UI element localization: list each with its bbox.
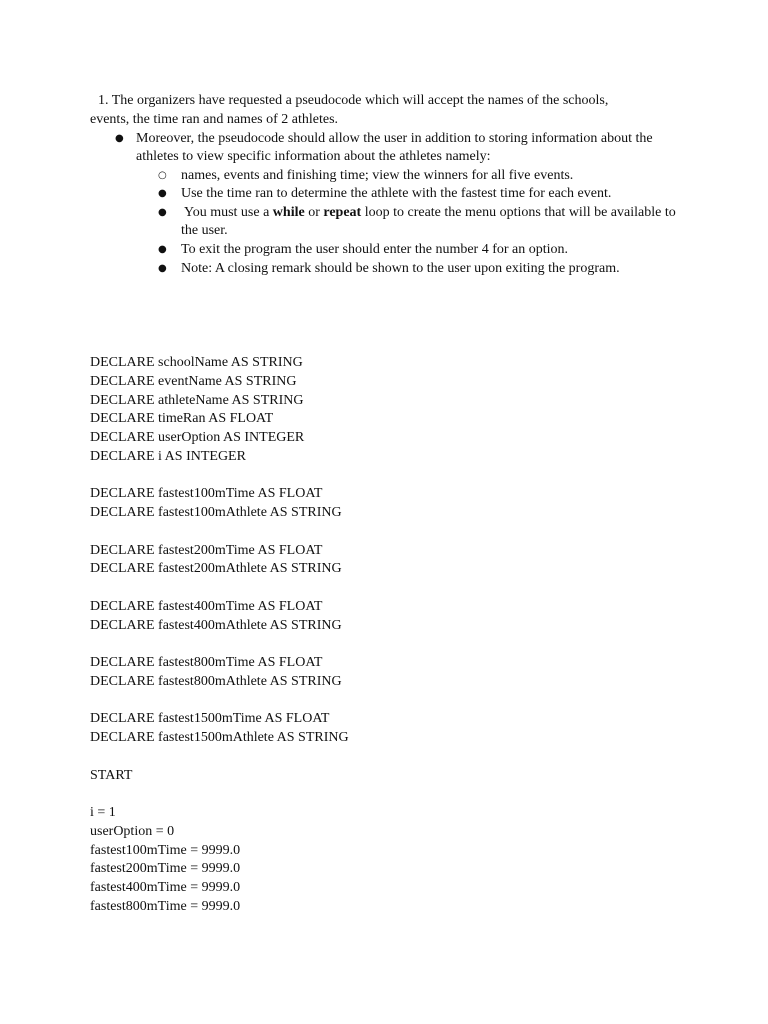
blank-line <box>90 692 349 711</box>
blank-line <box>90 785 349 804</box>
code-line: DECLARE fastest200mAthlete AS STRING <box>90 561 342 577</box>
bullet-main-text: Moreover, the pseudocode should allow the user in addition to storing information about the athletes to view specific information about the athletes namely: <box>136 130 653 165</box>
bullet-dot-icon: ● <box>158 206 167 218</box>
sub-item-3 <box>181 204 691 241</box>
question-line-1 <box>98 92 608 111</box>
keyword-while: while <box>272 204 305 220</box>
code-line: i = 1 <box>90 805 116 820</box>
question-number: 1. <box>98 93 109 108</box>
code-line: START <box>90 767 133 783</box>
code-line: DECLARE schoolName AS STRING <box>90 355 303 370</box>
sub-item-3-pre: You must use a <box>181 204 273 220</box>
code-line: DECLARE eventName AS STRING <box>90 373 297 389</box>
question-text-1: The organizers have requested a pseudocode which will accept the names of the schools, <box>111 93 609 108</box>
sub-item-3-post: loop to create the menu options that will be available to the user. <box>181 204 676 239</box>
question-line-2: events, the time ran and names of 2 athletes. <box>90 111 339 127</box>
code-line: DECLARE timeRan AS FLOAT <box>90 411 274 427</box>
blank-line <box>90 579 349 598</box>
sub-item-4: To exit the program the user should enter the number 4 for an option. <box>181 242 569 258</box>
pseudocode-block <box>90 354 349 917</box>
code-line: fastest400mTime = 9999.0 <box>90 880 241 895</box>
code-line: DECLARE fastest1500mAthlete AS STRING <box>90 730 349 745</box>
bullet-dot-icon: ● <box>115 132 124 144</box>
blank-line <box>90 748 349 767</box>
bullet-dot-icon: ● <box>158 262 167 274</box>
bullet-dot-icon: ● <box>158 188 167 200</box>
code-line: DECLARE fastest1500mTime AS FLOAT <box>90 711 330 727</box>
code-line: DECLARE athleteName AS STRING <box>90 392 304 408</box>
code-line: DECLARE fastest100mAthlete AS STRING <box>90 505 342 520</box>
blank-line <box>90 523 349 542</box>
code-line: fastest200mTime = 9999.0 <box>90 861 241 877</box>
code-line: DECLARE fastest100mTime AS FLOAT <box>90 486 323 502</box>
code-line: DECLARE fastest400mTime AS FLOAT <box>90 598 323 614</box>
code-line: DECLARE fastest200mTime AS FLOAT <box>90 542 323 558</box>
code-line: DECLARE i AS INTEGER <box>90 448 246 464</box>
sub-item-3-mid: or <box>304 204 324 220</box>
keyword-repeat: repeat <box>323 204 362 220</box>
code-line: DECLARE userOption AS INTEGER <box>90 430 305 445</box>
sub-item-1: names, events and finishing time; view the winners for all five events. <box>181 167 574 183</box>
code-line: DECLARE fastest800mTime AS FLOAT <box>90 655 323 670</box>
code-line: DECLARE fastest800mAthlete AS STRING <box>90 673 342 689</box>
blank-line <box>90 635 349 654</box>
bullet-dot-icon: ● <box>158 244 167 256</box>
sub-item-5: Note: A closing remark should be shown to the user upon exiting the program. <box>181 260 620 276</box>
code-line: fastest800mTime = 9999.0 <box>90 898 241 914</box>
blank-line <box>90 467 349 486</box>
code-line: userOption = 0 <box>90 823 175 839</box>
sub-item-2: Use the time ran to determine the athlete with the fastest time for each event. <box>181 186 612 202</box>
code-line: fastest100mTime = 9999.0 <box>90 842 241 858</box>
hollow-circle-bullet-icon: ○ <box>158 169 167 181</box>
code-line: DECLARE fastest400mAthlete AS STRING <box>90 617 342 633</box>
